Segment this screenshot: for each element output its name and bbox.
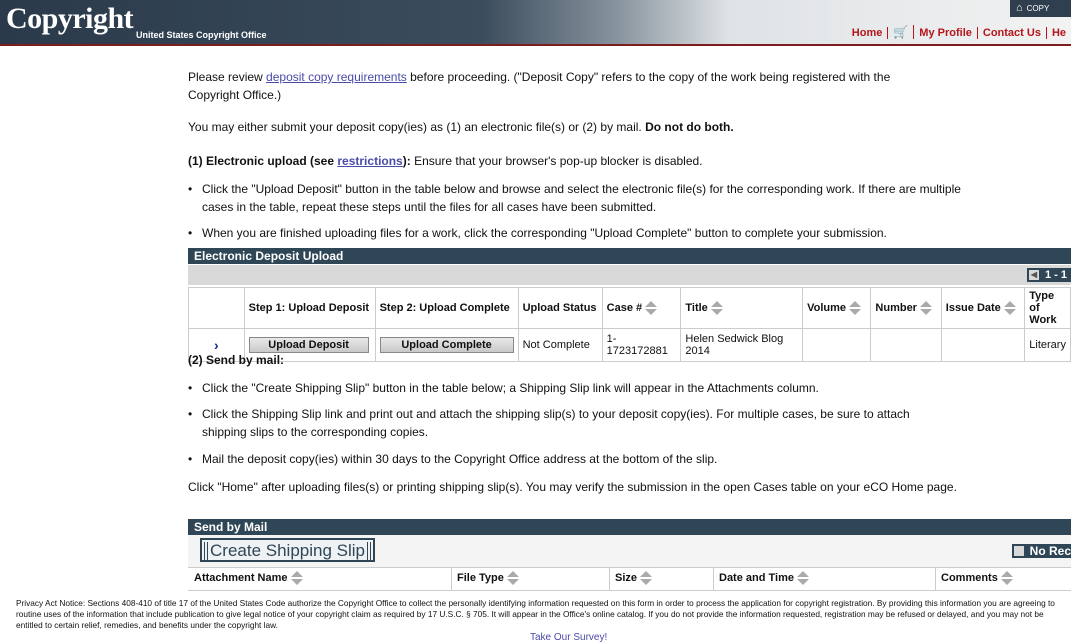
nav-my-profile[interactable]: My Profile <box>914 27 978 39</box>
electronic-section-title: Electronic Deposit Upload <box>188 248 1071 264</box>
sort-icon <box>796 571 808 585</box>
upload-pager-bar <box>188 265 1071 285</box>
chevron-right-icon[interactable]: › <box>213 337 219 353</box>
sort-icon <box>290 571 302 585</box>
prev-page-icon[interactable]: ◀ <box>1030 270 1038 279</box>
either-text: You may either submit your deposit copy(ies) as (1) an electronic file(s) or (2) by mail. <box>188 120 646 134</box>
col-volume[interactable]: Volume <box>803 288 871 329</box>
electronic-bullet-2: • When you are finished uploading files for a work, click the corresponding "Upload Complete" button to complete your submission. <box>188 226 887 240</box>
site-header <box>0 0 1071 46</box>
sort-icon <box>506 571 518 585</box>
type-cell: Literary <box>1025 329 1071 362</box>
issue-date-cell <box>941 329 1025 362</box>
nav-home[interactable]: Home <box>847 27 889 39</box>
col-step2: Step 2: Upload Complete <box>375 288 518 329</box>
col-title[interactable]: Title <box>681 288 803 329</box>
upload-status: Not Complete <box>518 329 602 362</box>
home-icon: ⌂ <box>1016 2 1023 15</box>
col-size[interactable]: Size <box>615 571 651 585</box>
corner-home-badge[interactable] <box>1010 0 1071 17</box>
sort-icon <box>1003 301 1015 315</box>
upload-deposit-button[interactable]: Upload Deposit <box>249 337 369 353</box>
sort-icon <box>848 301 860 315</box>
col-blank <box>189 288 245 329</box>
upload-complete-button[interactable]: Upload Complete <box>380 337 514 353</box>
mail-bullet-1: • Click the "Create Shipping Slip" button in the table below; a Shipping Slip link will appear in the Attachments column. <box>188 381 819 395</box>
number-cell <box>871 329 941 362</box>
sort-icon <box>644 301 656 315</box>
review-suffix: before proceeding. ("Deposit Copy" refers to the copy of the work being registered with the Copyright Office.) <box>188 70 891 102</box>
restrictions-link[interactable]: restrictions <box>337 154 403 168</box>
table-row <box>189 329 1071 362</box>
cart-icon[interactable]: 🛒 <box>888 25 914 39</box>
mail-heading: (2) Send by mail: <box>188 353 285 367</box>
create-shipping-slip-button[interactable]: Create Shipping Slip <box>200 538 375 562</box>
col-step1: Step 1: Upload Deposit <box>244 288 375 329</box>
privacy-notice: Privacy Act Notice: Sections 408-410 of title 17 of the United States Code authorize the Copyright Office to collect the personally identifying information requested on this form in order to process the application for copyright registration. By providing this information you are agreeing to routine uses of the information that include publication to give legal notice of your copyright claim as required by 17 U.S.C. § 705. It will appear in the Office's online catalog. If you do not provide the information requested, registration may be refused or delayed, and you may not be entitled to certain relief, remedies, and benefits under the copyright law. <box>16 598 1055 630</box>
col-status: Upload Status <box>518 288 602 329</box>
sort-icon <box>710 301 722 315</box>
top-nav <box>847 25 1071 39</box>
mail-table-header <box>188 567 1071 591</box>
col-date-time[interactable]: Date and Time <box>719 571 808 585</box>
survey-link[interactable]: Take Our Survey! <box>530 632 608 643</box>
either-paragraph <box>188 120 948 134</box>
upload-table <box>188 287 1071 362</box>
nav-help[interactable]: He <box>1051 27 1066 39</box>
col-issue-date[interactable]: Issue Date <box>941 288 1025 329</box>
deposit-requirements-link[interactable]: deposit copy requirements <box>266 70 407 84</box>
review-prefix: Please review <box>188 70 267 84</box>
mail-bullet-2: • Click the Shipping Slip link and print out and attach the shipping slip(s) to your deposit copy(ies). For multiple cases, be sure to attach shipping slips to the corresponding copies. <box>188 407 910 439</box>
nav-contact-us[interactable]: Contact Us <box>978 27 1047 39</box>
electronic-bullet-1: • Click the "Upload Deposit" button in the table below and browse and select the electronic file(s) for the corresponding work. If there are multiple cases in the table, repeat these steps until the files for all cases have been submitted. <box>188 182 961 214</box>
col-number[interactable]: Number <box>871 288 941 329</box>
work-title: Helen Sedwick Blog 2014 <box>681 329 803 362</box>
electronic-heading <box>188 154 703 168</box>
volume-cell <box>803 329 871 362</box>
mail-section-title: Send by Mail <box>188 519 1071 535</box>
sort-icon <box>919 301 931 315</box>
copyright-logo[interactable]: Copyright <box>6 2 134 35</box>
sort-icon <box>639 571 651 585</box>
case-number: 1-1723172881 <box>602 329 681 362</box>
popup-note: Ensure that your browser's pop-up blocker is disabled. <box>410 154 703 168</box>
electronic-heading-prefix: (1) Electronic upload (see <box>188 154 338 168</box>
prev-page-icon[interactable] <box>1014 546 1024 556</box>
corner-label: COPY <box>1026 4 1050 13</box>
either-bold: Do not do both. <box>645 120 734 134</box>
after-paragraph: Click "Home" after uploading files(s) or printing shipping slip(s). You may verify the submission in the open Cases table on your eCO Home page. <box>188 480 957 494</box>
review-paragraph <box>188 68 928 104</box>
logo-subtitle: United States Copyright Office <box>136 30 267 40</box>
electronic-heading-suffix: ): <box>402 154 411 168</box>
col-type: Type of Work <box>1025 288 1071 329</box>
col-attachment-name[interactable]: Attachment Name <box>194 571 302 585</box>
upload-pager[interactable]: ◀ 1 - 1 <box>1027 268 1071 282</box>
col-file-type[interactable]: File Type <box>457 571 518 585</box>
sort-icon <box>1000 571 1012 585</box>
col-comments[interactable]: Comments <box>941 571 1012 585</box>
col-case[interactable]: Case # <box>602 288 681 329</box>
mail-bullet-3: • Mail the deposit copy(ies) within 30 days to the Copyright Office address at the bottom of the slip. <box>188 452 718 466</box>
no-records-pager: No Rec <box>1012 544 1071 558</box>
